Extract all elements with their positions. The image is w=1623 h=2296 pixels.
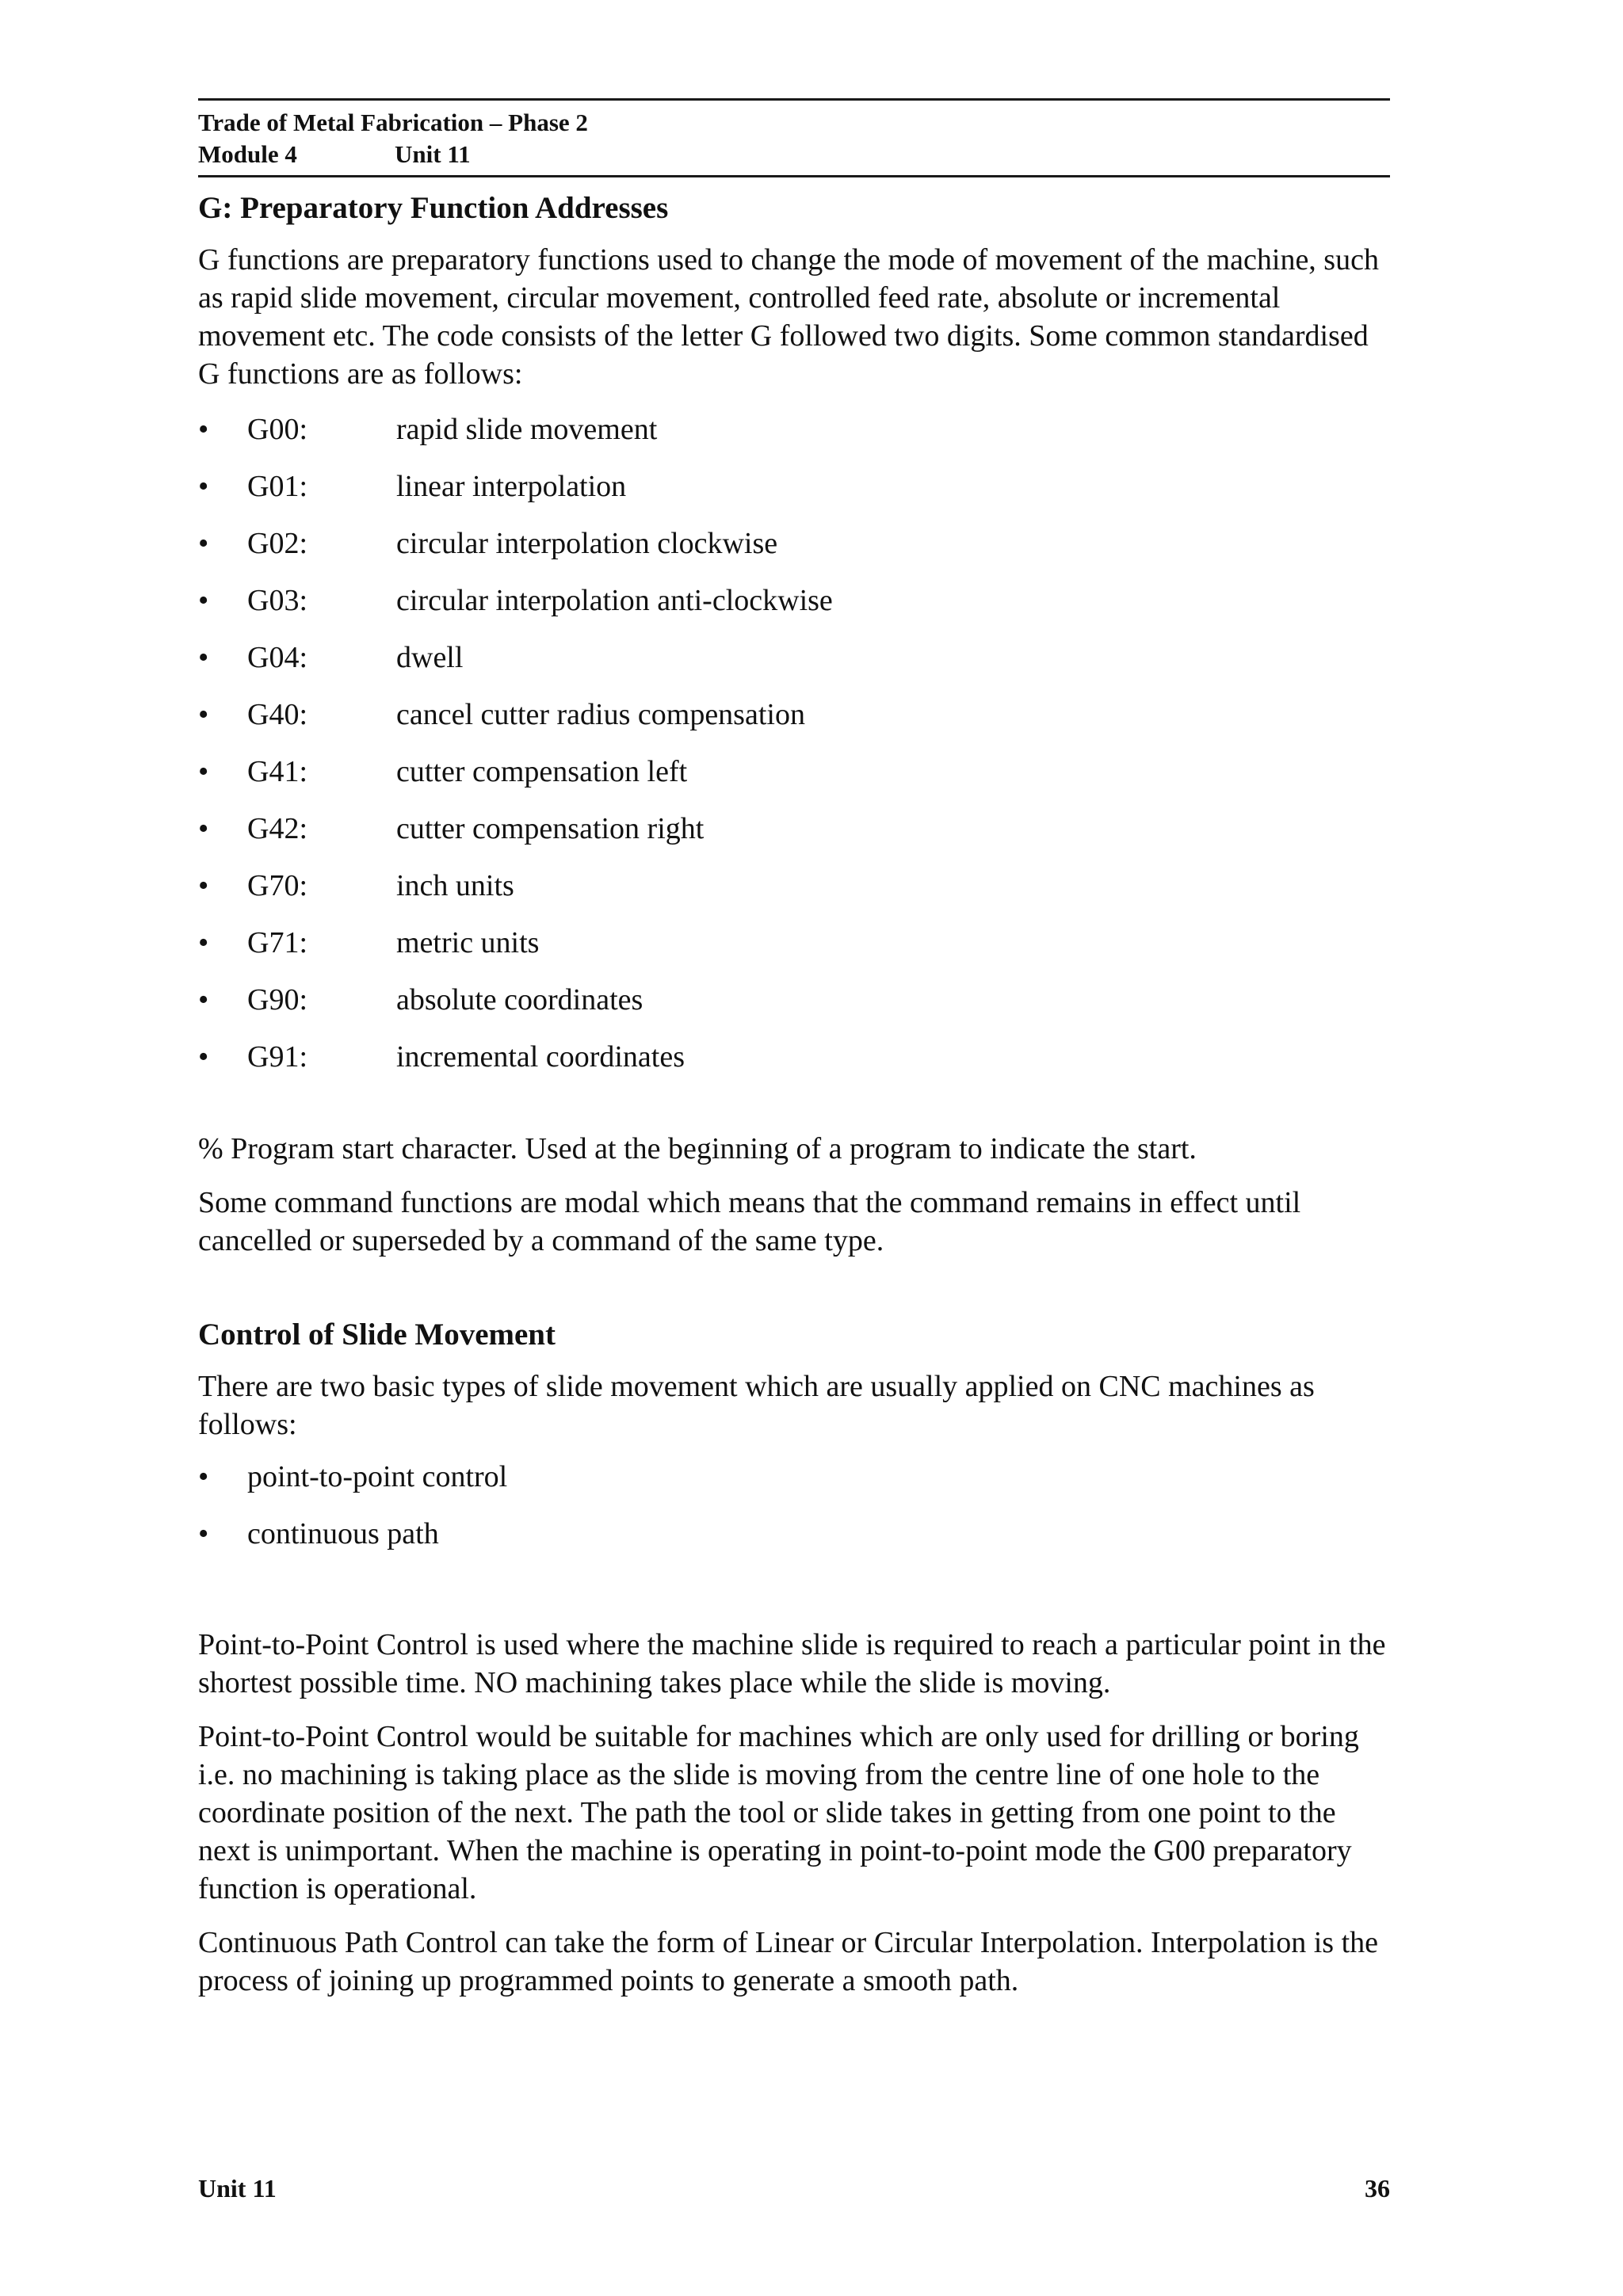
bullet-icon [198,524,247,563]
list-item [198,867,1390,924]
modal-note: Some command functions are modal which means that the command remains in effect until cancelled or superseded by a command of the same type. [198,1186,1301,1257]
g-code-description: inch units [396,869,514,902]
g-code-description: dwell [396,641,464,674]
list-item [198,639,1390,696]
list-item [198,1038,1390,1095]
g-code: G42: [247,812,307,845]
list-item [198,810,1390,867]
g-code-description: cutter compensation right [396,812,705,845]
header-unit: Unit 11 [395,140,471,168]
bullet-icon [198,696,247,734]
g-code: G71: [247,926,307,959]
g-code: G91: [247,1040,307,1074]
list-item [198,753,1390,810]
g-code: G41: [247,755,307,788]
g-code-list [198,410,1390,1095]
g-code-description: rapid slide movement [396,413,658,446]
header-title: Trade of Metal Fabrication – Phase 2 [198,109,588,136]
g-code: G02: [247,527,307,560]
list-item [198,467,1390,524]
bullet-icon [198,867,247,905]
bullet-icon [198,410,247,448]
list-item-text: continuous path [247,1517,439,1550]
list-item [198,410,1390,467]
list-item-text: point-to-point control [247,1460,508,1493]
footer-unit: Unit 11 [198,2174,277,2203]
g-code-description: circular interpolation clockwise [396,527,778,560]
bullet-icon [198,582,247,620]
header-title-row [198,107,1390,139]
bullet-icon [198,1515,247,1553]
g-code: G40: [247,698,307,731]
g-code-description: metric units [396,926,540,959]
program-start-note: % Program start character. Used at the beginning of a program to indicate the start. [198,1132,1197,1165]
g-functions-intro: G functions are preparatory functions used to change the mode of movement of the machine, such as rapid slide movement, circular movement, controlled feed rate, absolute or incremental movement etc. The code consists of the letter G followed two digits. Some common standardised G functions are as follows: [198,243,1379,391]
g-code-description: cancel cutter radius compensation [396,698,805,731]
point-to-point-paragraph-2: Point-to-Point Control would be suitable for machines which are only used for drilling or boring i.e. no machining is taking place as the slide is moving from the centre line of one hole to the coordinate position of the next. The path the tool or slide takes in getting from one point to the next is unimportant. When the machine is operating in point-to-point mode the G00 preparatory function is operational. [198,1720,1359,1905]
bullet-icon [198,639,247,677]
g-code: G00: [247,413,307,446]
list-item [198,582,1390,639]
g-code: G03: [247,584,307,617]
list-item [198,924,1390,981]
bullet-icon [198,1038,247,1076]
g-code: G04: [247,641,307,674]
slide-movement-list [198,1458,1390,1572]
bullet-icon [198,924,247,962]
bullet-icon [198,810,247,848]
point-to-point-paragraph-1: Point-to-Point Control is used where the machine slide is required to reach a particular point in the shortest possible time. NO machining takes place while the slide is moving. [198,1628,1386,1699]
g-code: G70: [247,869,307,902]
bullet-icon [198,1458,247,1496]
section-heading-slide-movement: Control of Slide Movement [198,1318,556,1352]
header-module-row [198,139,1390,170]
header-module: Module 4 [198,140,297,168]
g-code: G90: [247,983,307,1016]
bullet-icon [198,753,247,791]
g-code-description: absolute coordinates [396,983,643,1016]
page-header [198,98,1390,177]
list-item [198,1515,1390,1572]
list-item [198,1458,1390,1515]
list-item [198,524,1390,582]
g-code-description: cutter compensation left [396,755,688,788]
slide-movement-intro: There are two basic types of slide movement which are usually applied on CNC machines as follows: [198,1370,1315,1441]
g-code-description: incremental coordinates [396,1040,685,1074]
g-code-description: circular interpolation anti-clockwise [396,584,833,617]
list-item [198,696,1390,753]
continuous-path-paragraph: Continuous Path Control can take the form of Linear or Circular Interpolation. Interpolation is the process of joining up programmed points to generate a smooth path. [198,1926,1379,1997]
list-item [198,981,1390,1038]
section-heading-g-functions: G: Preparatory Function Addresses [198,191,669,225]
g-code-description: linear interpolation [396,470,627,503]
bullet-icon [198,981,247,1019]
g-code: G01: [247,470,307,503]
bullet-icon [198,467,247,505]
page-footer [198,2172,1390,2204]
page-number: 36 [1365,2174,1390,2203]
document-page [198,98,1390,2000]
